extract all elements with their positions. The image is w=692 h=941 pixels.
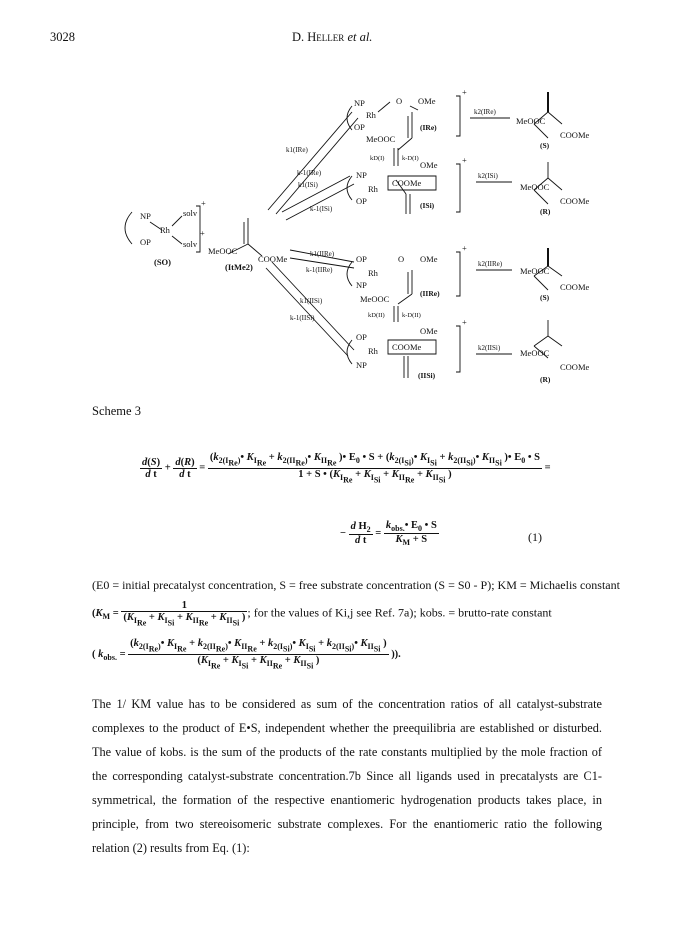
- ire-op: OP: [354, 122, 365, 132]
- p2-label: (R): [540, 207, 551, 216]
- p1-label: (S): [540, 141, 550, 150]
- ire-np: NP: [354, 98, 365, 108]
- iire-np: NP: [356, 280, 367, 290]
- isi-label: (ISi): [420, 201, 435, 210]
- ire-o: O: [396, 96, 403, 106]
- kmd-ii: k-D(II): [402, 312, 421, 319]
- author-suffix: et al.: [347, 30, 373, 44]
- iire-ome: OMe: [420, 254, 438, 264]
- k1-iire: k1(IIRe): [310, 250, 335, 258]
- k1-ire: k1(IRe): [286, 146, 308, 154]
- ire-meooc: MeOOC: [366, 134, 396, 144]
- so-rh: Rh: [160, 225, 170, 235]
- iisi-charge: +: [462, 317, 467, 327]
- k1-isi: k1(ISi): [298, 181, 318, 189]
- kobs-definition: ( $k_{obs.}$ = ($k_{2(I_{Re})}•$ $K_{I_{Re}}$ + $k_{2(II_{Re})}•$ $K_{II_{Re}}$ + $k_{2(I_{Si})}•$ $K_{I_{Si}}$ + $k_{2(II_{Si})}•$ $K_{II_{Si}}$ ) ($K_{I_{Re}} + K_{I_{Si}} + K_{II_{Re}} + K_{II_{Si}}$ ) )).: [92, 638, 401, 671]
- body-paragraph: The 1/ KM value has to be considered as sum of the concentration ratios of all catalyst-substrate complexes to the product of E•S, independent whether the preequilibria are established or disturbed. The value of kobs. is the sum of the products of the rate constants multiplied by the mole fraction of the corresponding catalyst-substrate concentration.7b Since all ligands used in precatalysts are C1-symmetrical, the formation of the respective enantiomeric hydrogenation products takes place, in principle, from two stereoisomeric substrate complexes. For the enantiomeric ratio the following relation (2) results from Eq. (1):: [92, 697, 602, 855]
- so-solv-2: solv: [183, 239, 198, 249]
- so-label: (SO): [154, 257, 171, 267]
- iisi-label: (IISi): [418, 371, 436, 380]
- isi-op: OP: [356, 196, 367, 206]
- k2-isi: k2(ISi): [478, 172, 498, 180]
- iisi-np: NP: [356, 360, 367, 370]
- ire-label: (IRe): [420, 123, 437, 132]
- rate-equation: $\frac{d(S)}{\text{d t}}$ + $\frac{d(R)}{\text{d t}}$ = ($k_{2(I_{Re})}•$ $K_{I_{Re}}$ + $k_{2(II_{Re})}•$ $K_{II_{Re}}$ )• $E_0$ • $S + (k_{2(I_{Si})}•$ $K_{I_{Si}}$ + $k_{2(II_{Si})}•$ $K_{II_{Si}}$ )• $E_0$ • S 1 + S • ($K_{I_{Re}} + K_{I_{Si}} + K_{II_{Re}} + K_{II_{Si}}$ ) =: [142, 452, 551, 485]
- km1-iire: k-1(IIRe): [306, 266, 333, 274]
- p2-coome: COOMe: [560, 196, 590, 206]
- p4-label: (R): [540, 375, 551, 384]
- iire-rh: Rh: [368, 268, 378, 278]
- k1-iisi: k1(IISi): [300, 297, 323, 305]
- isi-rh: Rh: [368, 184, 378, 194]
- iire-op: OP: [356, 254, 367, 264]
- k2-ire: k2(IRe): [474, 108, 496, 116]
- km1-ire: k-1(IRe): [297, 169, 322, 177]
- ire-ome: OMe: [418, 96, 436, 106]
- iisi-ome: OMe: [420, 326, 438, 336]
- page-number: 3028: [50, 30, 75, 44]
- km1-iisi: k-1(IISi): [290, 314, 315, 322]
- iisi-op: OP: [356, 332, 367, 342]
- iire-label: (IIRe): [420, 289, 440, 298]
- definitions-line: (E0 = initial precatalyst concentration, S = free substrate concentration (S = S0 - P); KM = Michaelis constant: [92, 578, 620, 592]
- p3-label: (S): [540, 293, 550, 302]
- kd-ii: kD(II): [368, 312, 385, 319]
- kd-i: kD(I): [370, 155, 385, 162]
- isi-charge: +: [462, 155, 467, 165]
- so-op: OP: [140, 237, 151, 247]
- p3-meooc: MeOOC: [520, 266, 550, 276]
- isi-np: NP: [356, 170, 367, 180]
- iisi-coome: COOMe: [392, 342, 422, 352]
- p2-meooc: MeOOC: [520, 182, 550, 192]
- plus-sign: +: [200, 228, 205, 238]
- p1-coome: COOMe: [560, 130, 590, 140]
- p3-coome: COOMe: [560, 282, 590, 292]
- p4-meooc: MeOOC: [520, 348, 550, 358]
- p4-coome: COOMe: [560, 362, 590, 372]
- isi-coome: COOMe: [392, 178, 422, 188]
- so-np: NP: [140, 211, 151, 221]
- itme2-label: (ItMe2): [225, 262, 253, 272]
- equation-number: (1): [528, 530, 542, 544]
- iire-meooc: MeOOC: [360, 294, 390, 304]
- iisi-rh: Rh: [368, 346, 378, 356]
- kmd-i: k-D(I): [402, 155, 419, 162]
- itme2-coome: COOMe: [258, 254, 288, 264]
- michaelis-equation: − $\frac{d H_2}{\text{d t}}$ = $\frac{k_{obs.}• E_0 • S}{K_M + S}$: [340, 520, 437, 548]
- p1-meooc: MeOOC: [516, 116, 546, 126]
- iire-o: O: [398, 254, 405, 264]
- km1-isi: k-1(ISi): [310, 205, 333, 213]
- k2-iire: k2(IIRe): [478, 260, 503, 268]
- so-charge: +: [201, 198, 206, 208]
- so-solv-1: solv: [183, 208, 198, 218]
- k2-iisi: k2(IISi): [478, 344, 501, 352]
- itme2-meooc: MeOOC: [208, 246, 238, 256]
- ire-charge: +: [462, 87, 467, 97]
- km-tail: ; for the values of Ki,j see Ref. 7a); kobs. = brutto-rate constant: [247, 605, 552, 620]
- scheme-caption: Scheme 3: [92, 404, 141, 418]
- km-definition: ($K_M$ = $\frac{1}{(K_{I_{Re}} + K_{I_{Si}} + K_{II_{Re}} + K_{II_{Si}} )}$ ; for the values of Ki,j see Ref. 7a); kobs. = brutto-rate constant: [92, 600, 552, 628]
- iire-charge: +: [462, 243, 467, 253]
- isi-ome: OMe: [420, 160, 438, 170]
- ire-rh: Rh: [366, 110, 376, 120]
- author-name: D. Heller: [292, 30, 345, 44]
